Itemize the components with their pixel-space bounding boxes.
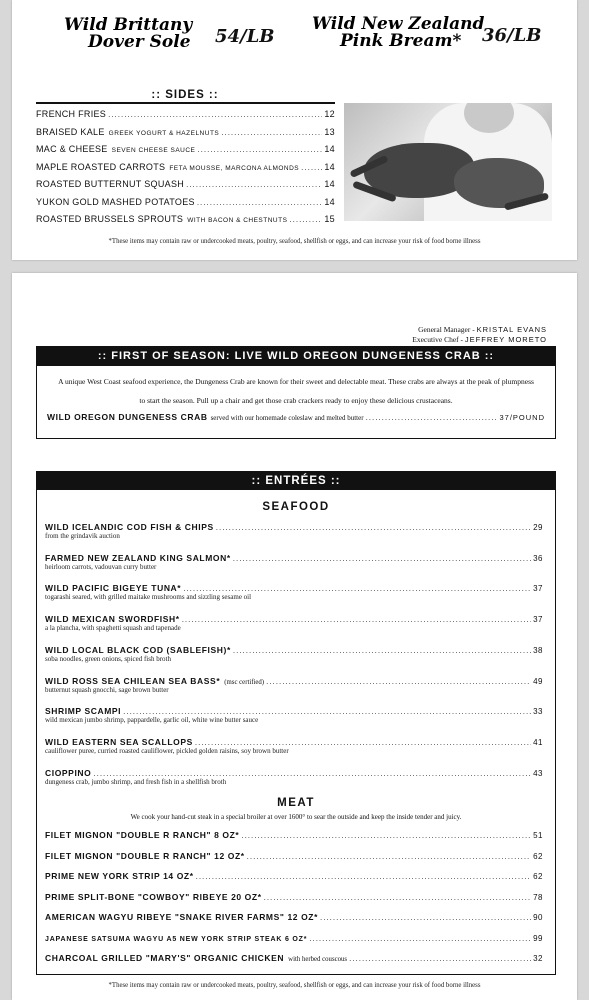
item-name: JAPANESE SATSUMA WAGYU A5 NEW YORK STRIP STEAK 6 OZ* — [45, 935, 308, 943]
item-line — [45, 706, 543, 716]
dot-leader — [233, 553, 531, 563]
dot-leader — [195, 737, 531, 747]
side-price: 15 — [324, 214, 335, 224]
meat-item — [45, 851, 543, 861]
first-of-season-title: :: FIRST OF SEASON: LIVE WILD OREGON DUNGENESS CRAB :: — [37, 347, 555, 366]
dot-leader — [289, 214, 322, 224]
item-line — [45, 871, 543, 881]
seafood-item — [45, 737, 543, 756]
seafood-item — [45, 553, 543, 572]
entrees-title: :: ENTRÉES :: — [37, 472, 555, 490]
special-dover-sole — [64, 17, 192, 51]
crab-intro-line: A unique West Coast seafood experience, the Dungeness Crab are known for their sweet and delectable meat. These crabs are always at the peak of plumpness — [58, 377, 534, 386]
item-line — [45, 912, 543, 922]
item-price: 49 — [533, 676, 543, 686]
item-note: with herbed couscous — [288, 956, 348, 963]
side-item — [36, 144, 335, 162]
item-price: 32 — [533, 954, 543, 963]
dot-leader — [233, 645, 531, 655]
item-name: FARMED NEW ZEALAND KING SALMON* — [45, 552, 231, 563]
meat-item — [45, 892, 543, 902]
seafood-heading: SEAFOOD — [262, 501, 330, 513]
item-description: soba noodles, green onions, spiced fish broth — [45, 654, 171, 663]
general-manager-line — [412, 325, 547, 335]
disclaimer: *These items may contain raw or undercooked meats, poultry, seafood, shellfish or eggs, and can increase your risk of food borne illness — [108, 238, 481, 245]
seafood-item — [45, 706, 543, 725]
dot-leader — [108, 109, 322, 119]
item-price: 99 — [533, 933, 543, 943]
seafood-item — [45, 583, 543, 602]
special-pink-bream — [312, 16, 484, 50]
divider — [36, 102, 335, 104]
side-description: GREEK YOGURT & HAZELNUTS — [108, 129, 220, 137]
side-name: YUKON GOLD MASHED POTATOES — [36, 196, 195, 207]
item-price: 62 — [533, 851, 543, 861]
special-line: Pink Bream* — [340, 31, 462, 51]
item-name: FILET MIGNON "DOUBLE R RANCH" 8 OZ* — [45, 830, 240, 840]
item-note: (msc certified) — [224, 678, 265, 686]
disclaimer: *These items may contain raw or undercooked meats, poultry, seafood, shellfish or eggs, and can increase your risk of food borne illness — [108, 982, 481, 989]
item-name: WILD OREGON DUNGENESS CRAB — [47, 412, 208, 422]
item-price: 29 — [533, 523, 543, 532]
item-name: CIOPPINO — [45, 767, 92, 778]
item-line — [45, 933, 543, 943]
item-name: PRIME SPLIT-BONE "COWBOY" RIBEYE 20 OZ* — [45, 891, 262, 902]
item-description: from the grindavik auction — [45, 532, 120, 540]
meat-item — [45, 912, 543, 922]
item-price: 51 — [533, 831, 543, 840]
dot-leader — [123, 706, 531, 716]
item-description: heirloom carrots, vadouvan curry butter — [45, 562, 157, 571]
item-price: 62 — [533, 872, 543, 881]
item-description: cauliflower puree, curried roasted cauliflower, pickled golden raisins, soy brown butter — [45, 746, 289, 755]
item-price: 37 — [533, 584, 543, 594]
side-price: 14 — [324, 179, 335, 189]
dot-leader — [247, 851, 531, 861]
special-line: Dover Sole — [88, 32, 191, 52]
side-price: 13 — [324, 126, 335, 137]
side-name: ROASTED BRUSSELS SPROUTS — [36, 214, 184, 224]
item-name: PRIME NEW YORK STRIP 14 OZ* — [45, 871, 194, 881]
meat-item — [45, 953, 543, 963]
item-line — [45, 851, 543, 861]
seafood-item — [45, 522, 543, 541]
seafood-item — [45, 768, 543, 787]
side-item — [36, 127, 335, 145]
dot-leader — [349, 953, 531, 963]
item-line — [45, 553, 543, 563]
side-name: MAC & CHEESE — [36, 144, 108, 154]
item-line — [45, 676, 543, 686]
side-item — [36, 197, 335, 215]
dot-leader — [186, 179, 322, 189]
sides-list — [36, 109, 335, 232]
item-line — [45, 583, 543, 593]
entrees-box — [36, 471, 556, 975]
item-description: togarashi seared, with grilled maitake mushrooms and sizzling sesame oil — [45, 593, 252, 602]
item-description: wild mexican jumbo shrimp, pappardelle, garlic oil, white wine butter sauce — [45, 716, 259, 725]
dot-leader — [93, 768, 531, 778]
menu-page-sides — [12, 0, 577, 260]
item-line — [45, 614, 543, 624]
meat-intro: We cook your hand-cut steak in a special broiler at over 1600° to sear the outside and keep the inside tender and juicy. — [130, 813, 462, 821]
side-name: ROASTED BUTTERNUT SQUASH — [36, 179, 185, 189]
chef-crab-photo — [344, 103, 552, 221]
sides-title: :: SIDES :: — [151, 89, 219, 101]
item-description: a la plancha, with spaghetti squash and tapenade — [45, 624, 181, 633]
item-line — [45, 522, 543, 532]
side-price: 14 — [324, 161, 335, 172]
item-price: 37 — [533, 615, 543, 625]
crab-intro-line: to start the season. Pull up a chair and get those crab crackers ready to enjoy these delicious crustaceans. — [139, 396, 453, 405]
item-description: butternut squash gnocchi, sage brown butter — [45, 685, 169, 694]
item-name: WILD ROSS SEA CHILEAN SEA BASS* — [45, 675, 221, 686]
dot-leader — [241, 830, 531, 840]
dot-leader — [216, 522, 531, 532]
item-price: 78 — [533, 892, 543, 902]
dot-leader — [196, 871, 531, 881]
item-name: WILD MEXICAN SWORDFISH* — [45, 614, 180, 625]
item-price: 43 — [533, 768, 543, 778]
staff-label: Executive Chef - — [412, 335, 465, 344]
dot-leader — [182, 614, 531, 624]
meat-item — [45, 830, 543, 840]
staff-credits — [412, 325, 547, 345]
item-line — [45, 645, 543, 655]
seafood-item — [45, 614, 543, 633]
seafood-item — [45, 676, 543, 695]
meat-item — [45, 871, 543, 881]
special-price: 54/LB — [215, 26, 275, 47]
dot-leader — [197, 144, 322, 154]
side-description: FETA MOUSSE, MARCONA ALMONDS — [169, 164, 300, 172]
special-price: 36/LB — [482, 25, 542, 46]
item-price: 37/POUND — [499, 413, 545, 422]
dot-leader — [264, 892, 531, 902]
special-line: Wild Brittany — [64, 15, 193, 35]
item-price: 33 — [533, 707, 543, 717]
item-name: WILD EASTERN SEA SCALLOPS — [45, 736, 193, 747]
side-item — [36, 109, 335, 127]
item-price: 41 — [533, 737, 543, 747]
side-price: 14 — [324, 144, 335, 154]
staff-name: JEFFREY MORETO — [464, 335, 547, 344]
first-of-season-box — [36, 346, 556, 439]
side-description: SEVEN CHEESE SAUCE — [111, 147, 196, 154]
dot-leader — [301, 162, 322, 172]
side-name: MAPLE ROASTED CARROTS — [36, 161, 166, 172]
item-line — [45, 892, 543, 902]
item-name: WILD ICELANDIC COD FISH & CHIPS — [45, 522, 214, 532]
side-price: 14 — [324, 196, 335, 207]
dot-leader — [366, 412, 498, 422]
item-line — [45, 830, 543, 840]
dot-leader — [309, 933, 531, 943]
crab-menu-item — [37, 410, 555, 422]
item-name: WILD LOCAL BLACK COD (SABLEFISH)* — [45, 644, 231, 655]
side-description: WITH BACON & CHESTNUTS — [187, 217, 288, 224]
seafood-item — [45, 645, 543, 664]
special-line: Wild New Zealand — [312, 14, 485, 34]
staff-name: KRISTAL EVANS — [476, 325, 547, 334]
dot-leader — [320, 912, 531, 922]
dot-leader — [266, 676, 531, 686]
item-price: 36 — [533, 553, 543, 563]
item-price: 38 — [533, 645, 543, 655]
meat-heading: MEAT — [277, 797, 315, 809]
executive-chef-line — [412, 335, 547, 345]
item-name: CHARCOAL GRILLED "MARY'S" ORGANIC CHICKEN — [45, 953, 285, 963]
side-item — [36, 162, 335, 180]
item-name: AMERICAN WAGYU RIBEYE "SNAKE RIVER FARMS" 12 OZ* — [45, 912, 319, 922]
item-line — [45, 737, 543, 747]
side-item — [36, 179, 335, 197]
item-line — [45, 768, 543, 778]
dot-leader — [197, 197, 323, 207]
item-description: dungeness crab, jumbo shrimp, and fresh fish in a shellfish broth — [45, 777, 227, 786]
side-item — [36, 214, 335, 232]
item-line — [45, 953, 543, 963]
dot-leader — [183, 583, 531, 593]
side-name: BRAISED KALE — [36, 126, 105, 137]
item-description: served with our homemade coleslaw and melted butter — [210, 414, 364, 422]
side-name: FRENCH FRIES — [36, 109, 107, 119]
item-price: 90 — [533, 913, 543, 922]
item-name: SHRIMP SCAMPI — [45, 706, 122, 717]
crab-intro — [37, 366, 555, 410]
meat-item — [45, 933, 543, 943]
side-price: 12 — [324, 109, 335, 119]
item-name: FILET MIGNON "DOUBLE R RANCH" 12 OZ* — [45, 850, 245, 861]
dot-leader — [221, 127, 322, 137]
item-name: WILD PACIFIC BIGEYE TUNA* — [45, 583, 182, 594]
menu-page-entrees — [12, 273, 577, 1000]
staff-label: General Manager - — [418, 325, 477, 334]
